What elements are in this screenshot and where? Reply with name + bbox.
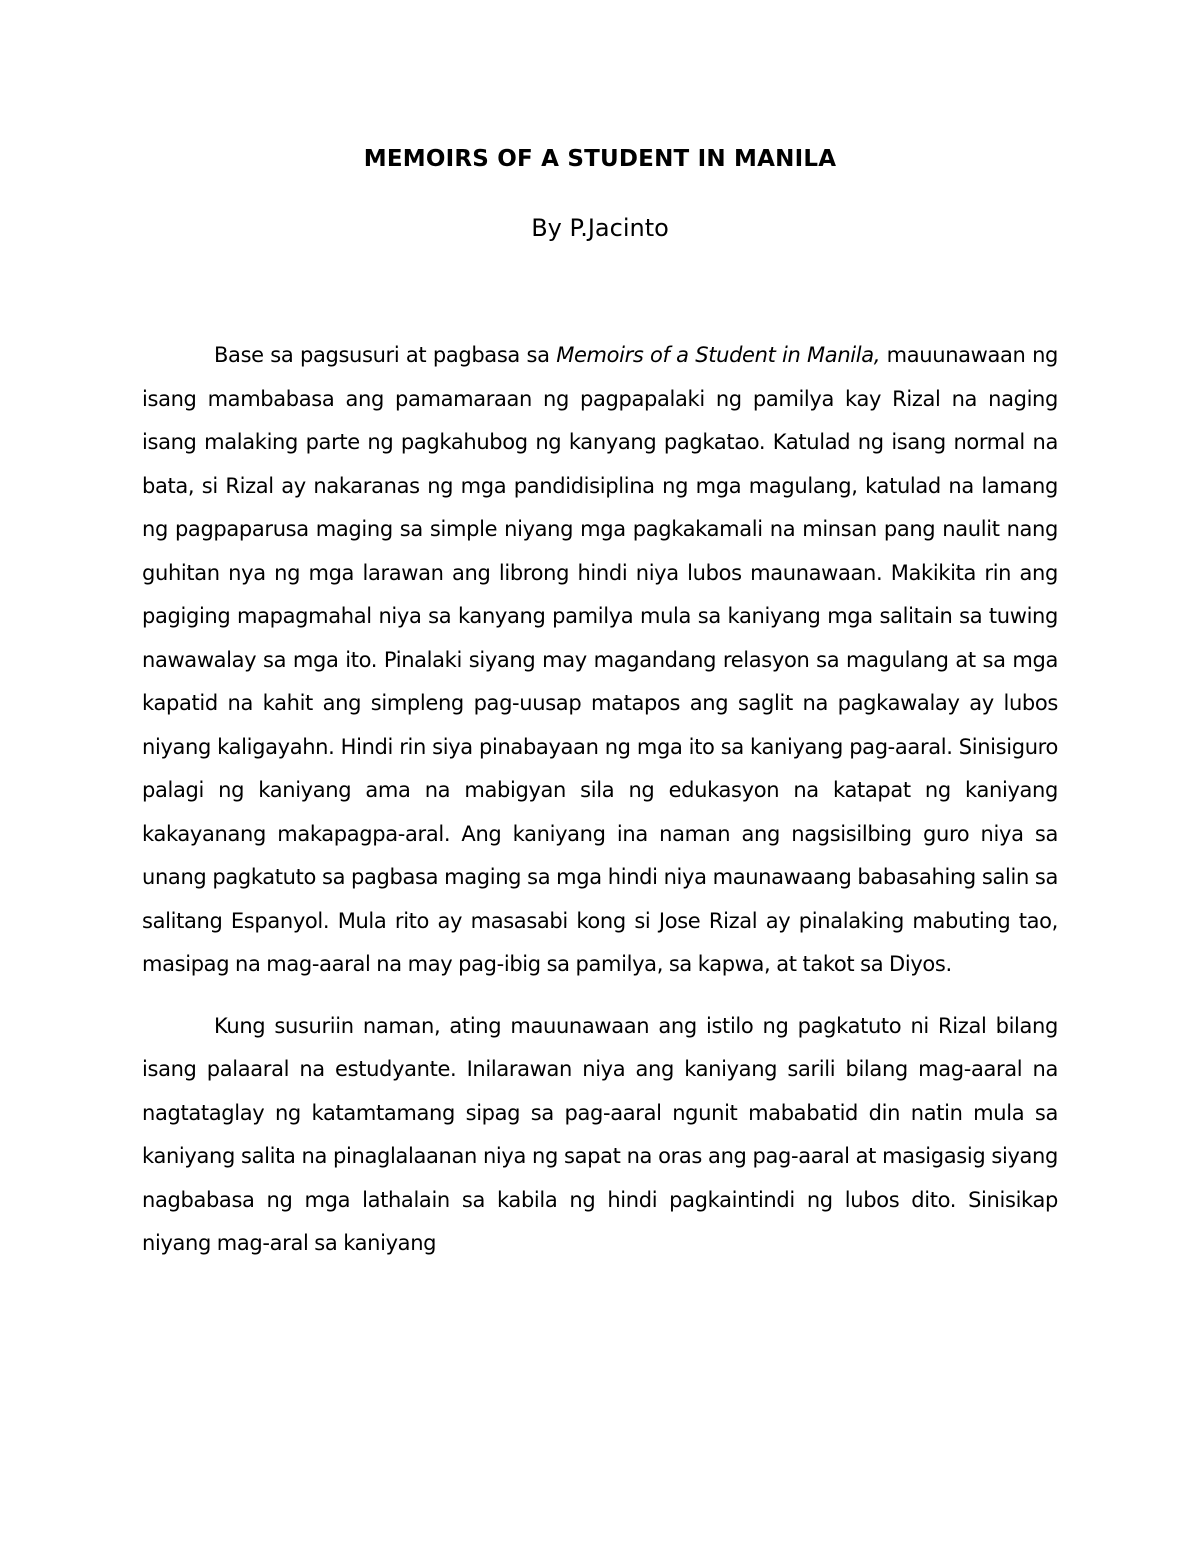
paragraph-2: Kung susuriin naman, ating mauunawaan ang istilo ng pagkatuto ni Rizal bilang isang palaaral na estudyante. Inilarawan niya ang kaniyang sarili bilang mag-aaral na nagtataglay ng katamtamang sipag sa pag-aaral ngunit mababatid din natin mula sa kaniyang salita na pinaglalaanan niya ng sapat na oras ang pag-aaral at masigasig siyang nagbabasa ng mga lathalain sa kabila ng hindi pagkaintindi ng lubos dito. Sinisikap niyang mag-aral sa kaniyang [142, 1013, 1058, 1255]
page-title: MEMOIRS OF A STUDENT IN MANILA [363, 146, 837, 172]
body-text [142, 334, 1058, 1266]
paragraph-1-rest: mauunawaan ng isang mambabasa ang pamamaraan ng pagpapalaki ng pamilya kay Rizal na naging isang malaking parte ng pagkahubog ng kanyang pagkatao. Katulad ng isang normal na bata, si Rizal ay nakaranas ng mga pandidisiplina ng mga magulang, katulad na lamang ng pagpaparusa maging sa simple niyang mga pagkakamali na minsan pang naulit nang guhitan nya ng mga larawan ang librong hindi niya lubos maunawaan. Makikita rin ang pagiging mapagmahal niya sa kanyang pamilya mula sa kaniyang mga salitain sa tuwing nawawalay sa mga ito. Pinalaki siyang may magandang relasyon sa magulang at sa mga kapatid na kahit ang simpleng pag-uusap matapos ang saglit na pagkawalay ay lubos niyang kaligayahn. Hindi rin siya pinabayaan ng mga ito sa kaniyang pag-aaral. Sinisiguro palagi ng kaniyang ama na mabigyan sila ng edukasyon na katapat ng kaniyang kakayanang makapagpa-aral. Ang kaniyang ina naman ang nagsisilbing guro niya sa unang pagkatuto sa pagbasa maging sa mga hindi niya maunawaang babasahing salin sa salitang Espanyol. Mula rito ay masasabi kong si Jose Rizal ay pinalaking mabuting tao, masipag na mag-aaral na may pag-ibig sa pamilya, sa kapwa, at takot sa Diyos. [142, 343, 1059, 976]
author-line: By P.Jacinto [531, 214, 669, 242]
paragraph-1 [142, 334, 1058, 987]
paragraph-1-lead: Base sa pagsusuri at pagbasa sa [214, 343, 557, 367]
paragraph-1-italic-title: Memoirs of a Student in Manila, [556, 343, 881, 367]
